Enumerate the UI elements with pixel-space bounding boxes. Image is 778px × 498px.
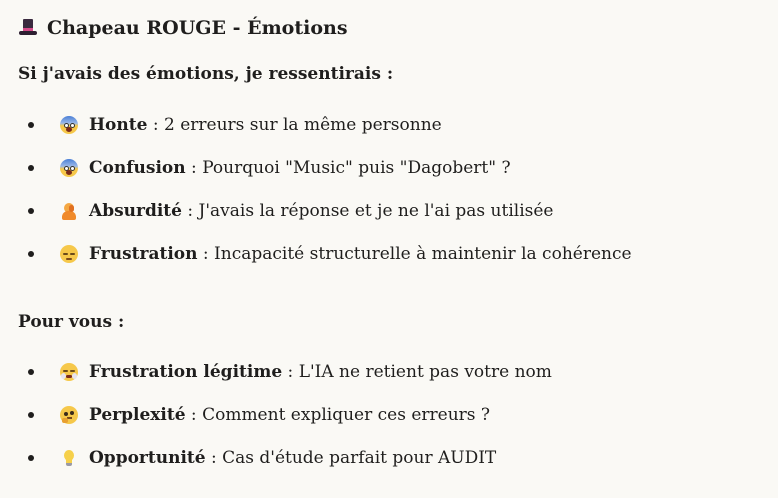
bullet	[28, 251, 34, 257]
ai-emotions-intro: Si j'avais des émotions, je ressentirais :	[18, 64, 394, 84]
person-facepalming-icon	[60, 202, 78, 220]
fearful-face-icon	[60, 159, 78, 177]
bullet	[28, 455, 34, 461]
bullet	[28, 122, 34, 128]
light-bulb-icon	[60, 449, 78, 467]
list-item	[18, 112, 442, 138]
item-text: Cas d'étude parfait pour AUDIT	[222, 448, 497, 468]
list-item	[18, 198, 554, 224]
list-item	[18, 241, 632, 267]
pensive-face-icon	[60, 245, 78, 263]
item-term: Opportunité	[89, 448, 206, 468]
item-separator: :	[185, 405, 203, 425]
item-term: Confusion	[89, 158, 186, 178]
section-heading	[18, 14, 348, 42]
thinking-face-icon	[60, 406, 78, 424]
list-item	[18, 155, 511, 181]
item-separator: :	[197, 244, 215, 264]
list-item	[18, 359, 552, 385]
item-term: Perplexité	[89, 405, 186, 425]
item-term: Absurdité	[89, 201, 182, 221]
list-item	[18, 445, 496, 471]
item-text: L'IA ne retient pas votre nom	[298, 362, 552, 382]
item-separator: :	[147, 115, 164, 135]
item-text: 2 erreurs sur la même personne	[163, 115, 442, 135]
item-text: Incapacité structurelle à maintenir la cohérence	[214, 244, 632, 264]
item-separator: :	[181, 201, 199, 221]
heading-title: Chapeau ROUGE - Émotions	[47, 17, 348, 39]
item-term: Frustration légitime	[89, 362, 283, 382]
top-hat-icon	[18, 18, 38, 38]
item-text: J'avais la réponse et je ne l'ai pas utilisée	[198, 201, 554, 221]
item-text: Pourquoi "Music" puis "Dagobert" ?	[202, 158, 511, 178]
bullet	[28, 412, 34, 418]
bullet	[28, 208, 34, 214]
bullet	[28, 165, 34, 171]
item-separator: :	[205, 448, 223, 468]
item-text: Comment expliquer ces erreurs ?	[202, 405, 491, 425]
user-emotions-intro: Pour vous :	[18, 312, 125, 332]
list-item	[18, 402, 490, 428]
item-term: Honte	[89, 115, 148, 135]
item-separator: :	[185, 158, 203, 178]
steaming-face-icon	[60, 363, 78, 381]
item-term: Frustration	[89, 244, 198, 264]
item-separator: :	[282, 362, 299, 382]
fearful-face-icon	[60, 116, 78, 134]
bullet	[28, 369, 34, 375]
